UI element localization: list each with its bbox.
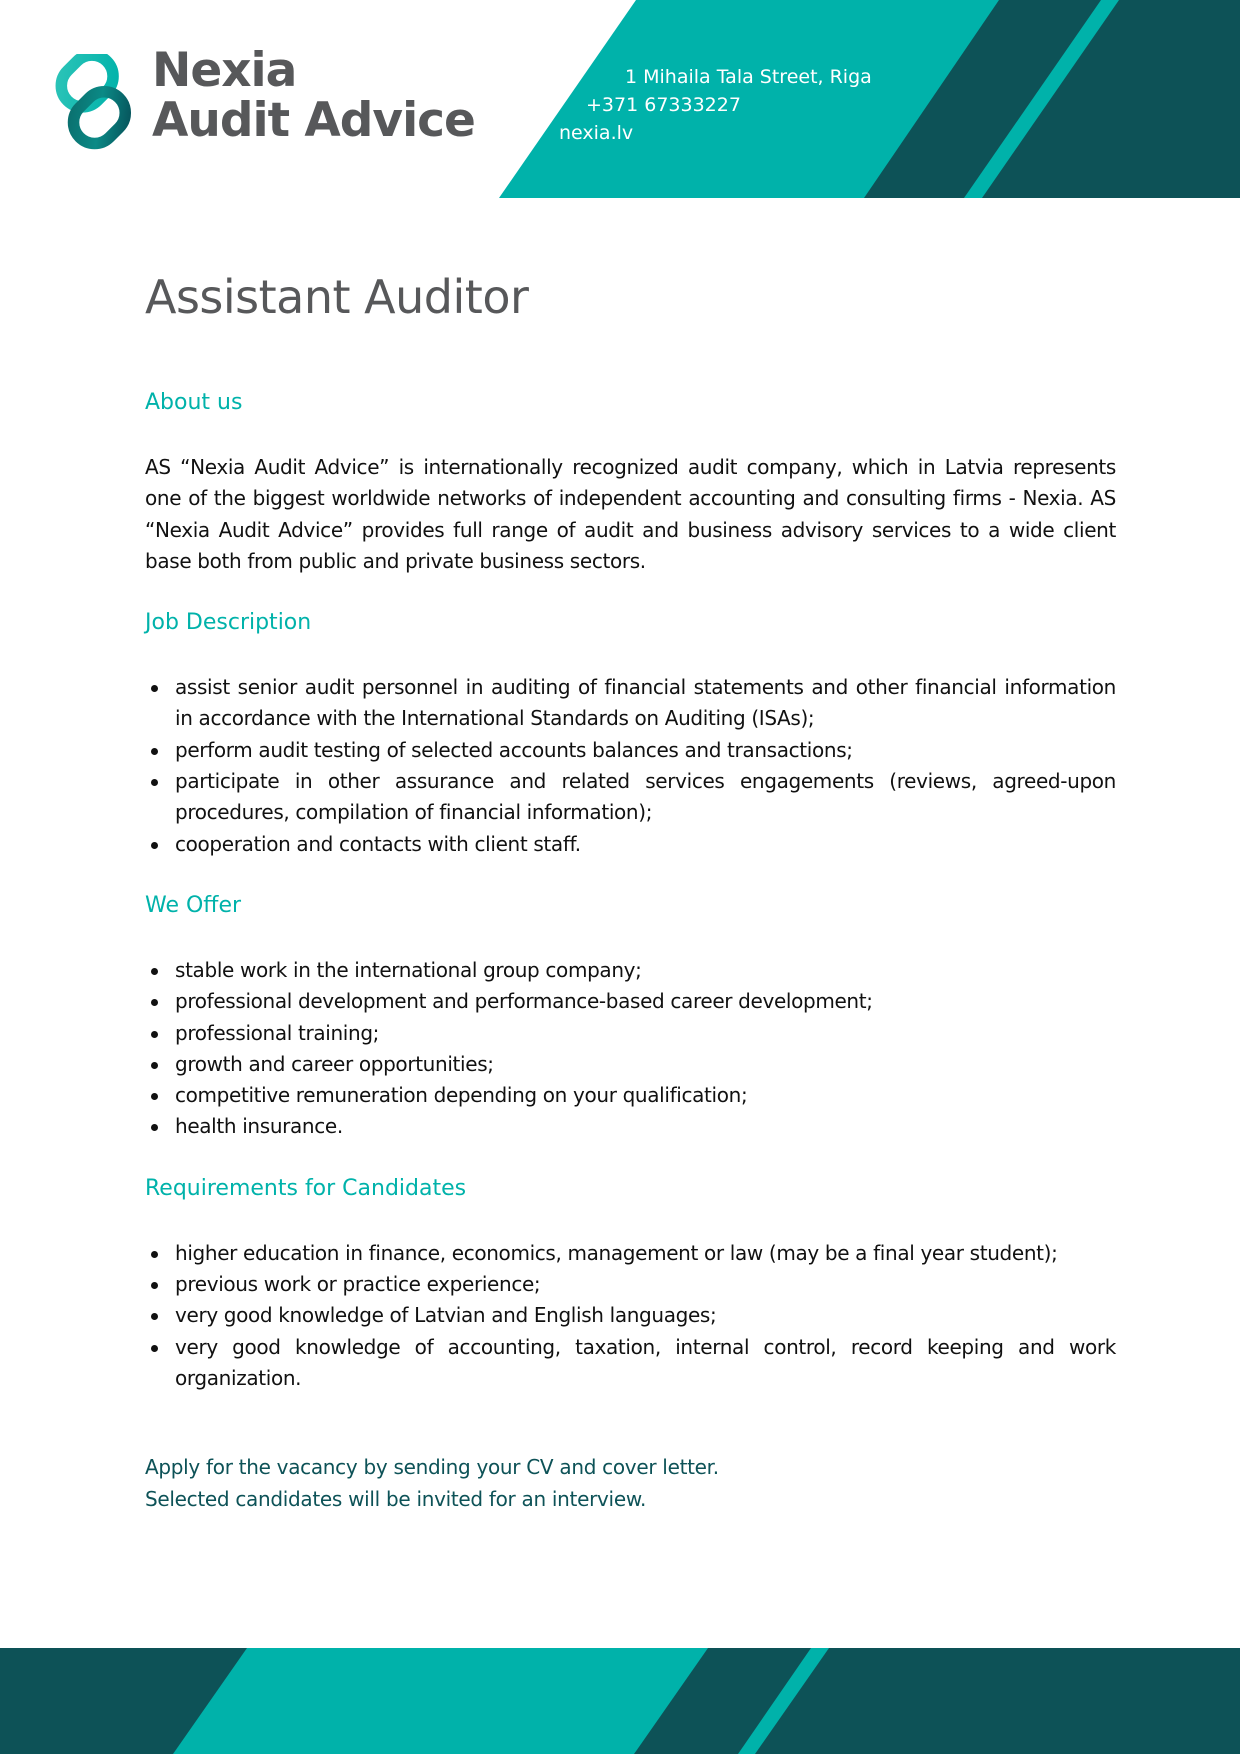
about-us-paragraph: AS “Nexia Audit Advice” is internationally recognized audit company, which in Latvia represents one of the biggest worldwide networks of independent accounting and consulting firms - Nexia. AS “Nexia Audit Advice” provides full range of audit and business advisory services to a wide client base both from public and private business sectors. xyxy=(145,455,1116,573)
bullet-icon xyxy=(151,1031,158,1038)
contact-phone: +371 67333227 xyxy=(586,94,741,116)
list-item: previous work or practice experience; xyxy=(145,1269,1116,1300)
bullet-icon xyxy=(151,968,158,975)
list-item: assist senior audit personnel in auditing of financial statements and other financial information in accordance with the International Standards on Auditing (ISAs); xyxy=(145,672,1116,735)
section-heading-job-description: Job Description xyxy=(145,610,312,636)
bullet-icon xyxy=(151,1313,158,1320)
bullet-icon xyxy=(151,999,158,1006)
requirements-list xyxy=(145,1238,1116,1394)
bullet-icon xyxy=(151,1345,158,1352)
list-item: higher education in finance, economics, management or law (may be a final year student); xyxy=(145,1238,1116,1269)
bullet-icon xyxy=(151,779,158,786)
we-offer-list xyxy=(145,955,1116,1143)
bullet-icon xyxy=(151,842,158,849)
list-item: professional training; xyxy=(145,1018,1116,1049)
interlinked-rings-logo-icon xyxy=(48,54,144,150)
closing-line-apply: Apply for the vacancy by sending your CV and cover letter. xyxy=(145,1455,719,1480)
bullet-icon xyxy=(151,685,158,692)
footer-banner xyxy=(0,1648,1240,1754)
section-heading-requirements: Requirements for Candidates xyxy=(145,1175,467,1201)
contact-address: 1 Mihaila Tala Street, Riga xyxy=(625,66,872,88)
list-item: growth and career opportunities; xyxy=(145,1049,1116,1080)
list-item: health insurance. xyxy=(145,1111,1116,1142)
closing-note xyxy=(145,1452,1116,1515)
job-posting-body xyxy=(145,262,1116,1515)
list-item: very good knowledge of accounting, taxation, internal control, record keeping and work organization. xyxy=(145,1332,1116,1395)
company-logo xyxy=(48,43,475,152)
bullet-icon xyxy=(151,1251,158,1258)
bullet-icon xyxy=(151,1062,158,1069)
list-item: cooperation and contacts with client staff. xyxy=(145,829,1116,860)
footer-teal-band xyxy=(173,1648,708,1754)
bullet-icon xyxy=(151,1124,158,1131)
list-item: perform audit testing of selected accounts balances and transactions; xyxy=(145,735,1116,766)
job-description-list xyxy=(145,672,1116,860)
list-item: professional development and performance-based career development; xyxy=(145,986,1116,1017)
section-heading-about-us: About us xyxy=(145,390,243,415)
section-heading-we-offer: We Offer xyxy=(145,892,242,918)
page-title: Assistant Auditor xyxy=(145,270,529,324)
company-name xyxy=(152,43,475,148)
list-item: competitive remuneration depending on your qualification; xyxy=(145,1080,1116,1111)
bullet-icon xyxy=(151,1093,158,1100)
list-item: very good knowledge of Latvian and English languages; xyxy=(145,1300,1116,1331)
bullet-icon xyxy=(151,748,158,755)
list-item: stable work in the international group company; xyxy=(145,955,1116,986)
bullet-icon xyxy=(151,1282,158,1289)
closing-line-interview: Selected candidates will be invited for an interview. xyxy=(145,1486,647,1511)
company-name-line2: Audit Advice xyxy=(152,93,475,148)
list-item: participate in other assurance and related services engagements (reviews, agreed-upon procedures, compilation of financial information); xyxy=(145,766,1116,829)
company-name-line1: Nexia xyxy=(152,43,297,98)
contact-website-link[interactable]: nexia.lv xyxy=(559,122,634,144)
